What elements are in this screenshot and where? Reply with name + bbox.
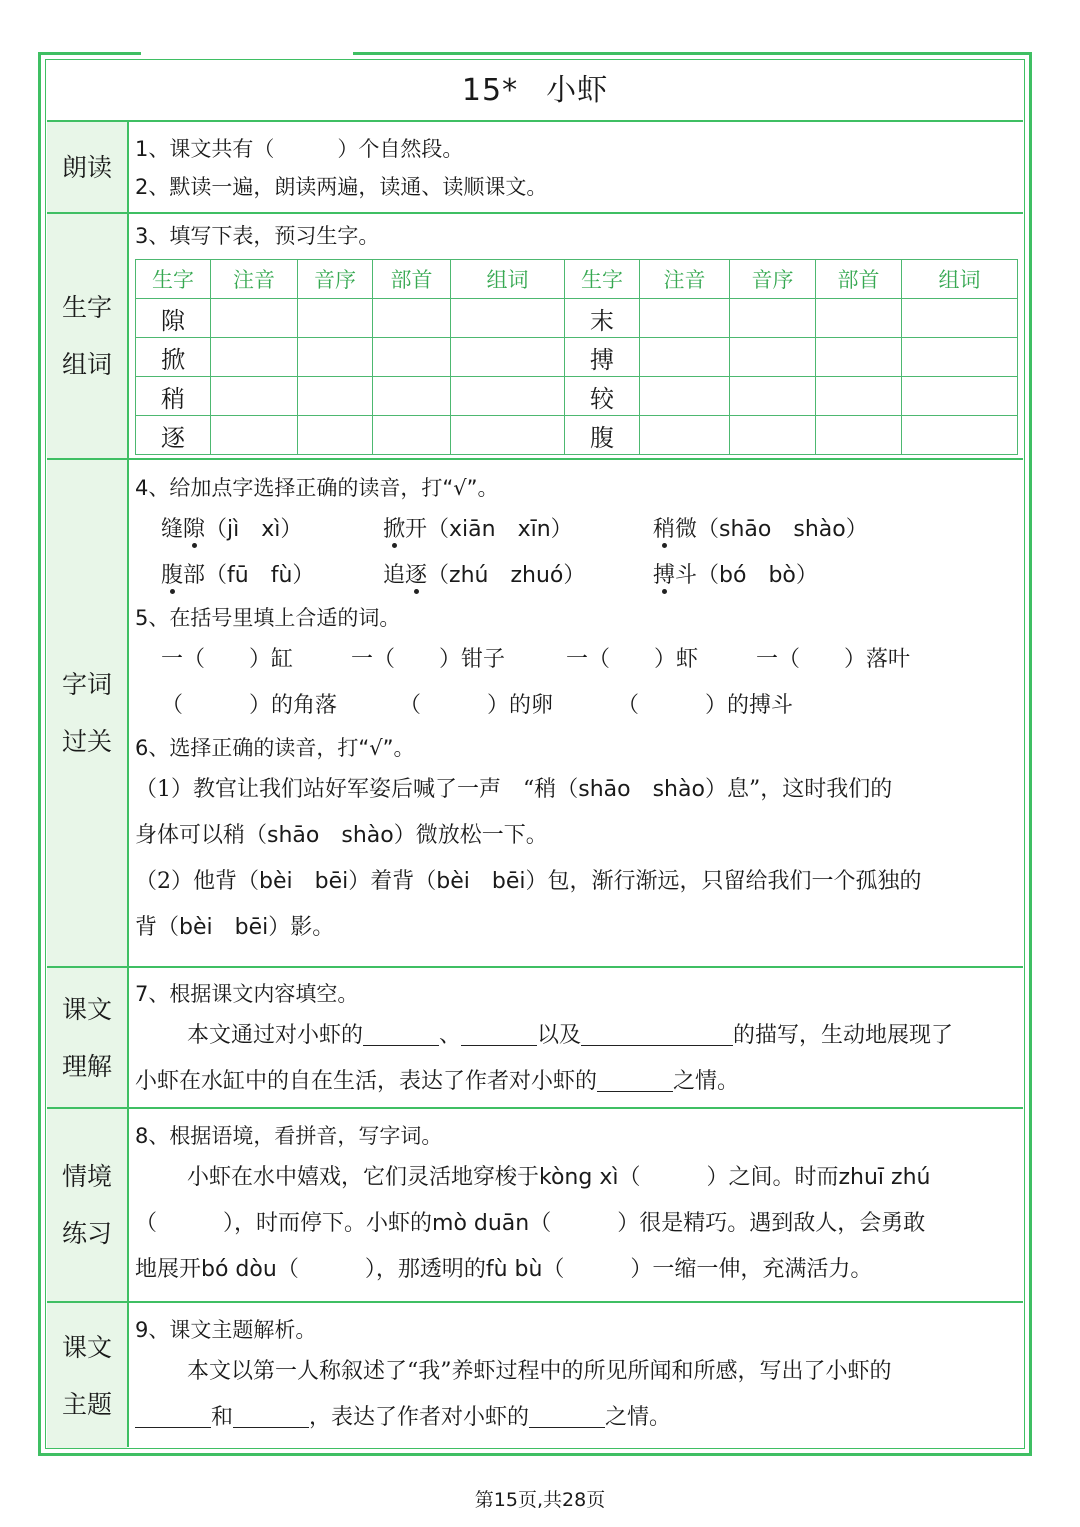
q5-item: 一（ ）缸 (161, 647, 294, 672)
table-row (136, 377, 1018, 416)
radical-cell[interactable] (373, 377, 451, 416)
q4-item: 稍微（shāo shào） (653, 517, 868, 542)
word-cell[interactable] (902, 377, 1018, 416)
q6-line-4: 背（bèi bēi）影。 (135, 915, 335, 940)
section-kewen (135, 975, 1015, 1105)
word-cell[interactable] (451, 416, 565, 455)
table-header: 音序 (730, 260, 816, 299)
question-4: 4、给加点字选择正确的读音，打“√”。 (135, 476, 499, 500)
radical-cell[interactable] (373, 338, 451, 377)
initial-cell[interactable] (730, 338, 816, 377)
table-header: 组词 (451, 260, 565, 299)
column-divider (127, 120, 129, 1447)
question-5: 5、在括号里填上合适的词。 (135, 606, 401, 630)
answer-blank[interactable] (233, 1399, 309, 1428)
table-row (136, 416, 1018, 455)
divider (47, 120, 1023, 122)
answer-blank[interactable] (363, 1017, 439, 1046)
section-label-zici: 字词 过关 (47, 460, 127, 966)
radical-cell[interactable] (816, 377, 902, 416)
question-9: 9、课文主题解析。 (135, 1318, 317, 1342)
q5-item: 一（ ）虾 (566, 647, 699, 672)
word-cell[interactable] (451, 338, 565, 377)
lesson-name: 小虾 (546, 73, 609, 108)
page-number: 第15页,共28页 (474, 1489, 606, 1511)
q6-line-2: 身体可以稍（shāo shào）微放松一下。 (135, 823, 548, 848)
char-cell: 较 (565, 377, 640, 416)
word-cell[interactable] (451, 377, 565, 416)
q4-item: 掀开（xiān xīn） (383, 517, 573, 542)
section-label-shengzi: 生字 组词 (47, 214, 127, 458)
answer-blank[interactable] (529, 1399, 605, 1428)
character-table (135, 259, 1018, 455)
section-label-kewen: 课文 理解 (47, 968, 127, 1107)
q7-line-1: 本文通过对小虾的 、 以及 的描写，生动地展现了 (135, 1013, 1015, 1059)
radical-cell[interactable] (816, 299, 902, 338)
pinyin-cell[interactable] (211, 338, 298, 377)
initial-cell[interactable] (298, 299, 373, 338)
pinyin-cell[interactable] (211, 299, 298, 338)
worksheet-frame (38, 52, 1032, 1456)
answer-blank[interactable] (597, 1063, 673, 1092)
pinyin-cell[interactable] (211, 416, 298, 455)
char-cell: 掀 (136, 338, 211, 377)
q5-item: 一（ ）钳子 (351, 647, 506, 672)
divider (47, 1107, 1023, 1109)
q8-line-1: 小虾在水中嬉戏，它们灵活地穿梭于kòng xì（ ）之间。时而zhuī zhú (187, 1165, 931, 1190)
question-8: 8、根据语境，看拼音，写字词。 (135, 1124, 443, 1148)
table-header: 生字 (136, 260, 211, 299)
char-cell: 隙 (136, 299, 211, 338)
q4-row-1 (135, 507, 1015, 553)
pinyin-cell[interactable] (640, 377, 730, 416)
radical-cell[interactable] (816, 416, 902, 455)
radical-cell[interactable] (816, 338, 902, 377)
divider (47, 212, 1023, 214)
section-qingjing (135, 1117, 1015, 1293)
table-header: 组词 (902, 260, 1018, 299)
table-header-row (136, 260, 1018, 299)
initial-cell[interactable] (298, 416, 373, 455)
initial-cell[interactable] (730, 377, 816, 416)
question-7: 7、根据课文内容填空。 (135, 982, 359, 1006)
table-header: 部首 (373, 260, 451, 299)
section-label-qingjing: 情境 练习 (47, 1109, 127, 1301)
section-label-langdu: 朗读 (47, 122, 127, 212)
pinyin-cell[interactable] (211, 377, 298, 416)
section-langdu (135, 130, 1015, 206)
table-header: 生字 (565, 260, 640, 299)
initial-cell[interactable] (730, 416, 816, 455)
q8-line-2: （ ），时而停下。小虾的mò duān（ ）很是精巧。遇到敌人，会勇敢 (135, 1211, 926, 1236)
char-cell: 稍 (136, 377, 211, 416)
q5-item: （ ）的搏斗 (617, 693, 794, 718)
section-label-zhuti: 课文 主题 (47, 1303, 127, 1448)
char-cell: 腹 (565, 416, 640, 455)
q4-item: 追逐（zhú zhuó） (383, 563, 586, 588)
page-title (41, 55, 1029, 120)
char-cell: 逐 (136, 416, 211, 455)
table-header: 音序 (298, 260, 373, 299)
initial-cell[interactable] (298, 338, 373, 377)
question-6: 6、选择正确的读音，打“√”。 (135, 736, 415, 760)
q4-item: 缝隙（jì xì） (161, 517, 303, 542)
divider (47, 1301, 1023, 1303)
radical-cell[interactable] (373, 416, 451, 455)
table-header: 注音 (211, 260, 298, 299)
q5-row-1 (135, 637, 1015, 683)
radical-cell[interactable] (373, 299, 451, 338)
question-2: 2、默读一遍，朗读两遍，读通、读顺课文。 (135, 175, 548, 199)
word-cell[interactable] (451, 299, 565, 338)
pinyin-cell[interactable] (640, 299, 730, 338)
q4-item: 腹部（fū fù） (161, 563, 315, 588)
q9-line-1: 本文以第一人称叙述了“我”养虾过程中的所见所闻和所感，写出了小虾的 (187, 1359, 892, 1384)
q5-row-2 (135, 683, 1015, 729)
q7-line-2: 小虾在水缸中的自在生活，表达了作者对小虾的 之情。 (135, 1059, 1015, 1105)
q5-item: 一（ ）落叶 (756, 647, 911, 672)
q4-row-2 (135, 553, 1015, 599)
lesson-number: 15* (461, 73, 519, 108)
word-cell[interactable] (902, 416, 1018, 455)
initial-cell[interactable] (298, 377, 373, 416)
char-cell: 搏 (565, 338, 640, 377)
table-header: 部首 (816, 260, 902, 299)
section-shengzi (135, 217, 1015, 455)
table-row (136, 338, 1018, 377)
divider (47, 458, 1023, 460)
section-zici (135, 469, 1015, 951)
word-cell[interactable] (902, 338, 1018, 377)
table-header: 注音 (640, 260, 730, 299)
answer-blank[interactable] (461, 1017, 537, 1046)
answer-blank[interactable] (581, 1017, 733, 1046)
q8-line-3: 地展开bó dòu（ ），那透明的fù bù（ ）一缩一伸，充满活力。 (135, 1257, 873, 1282)
q5-item: （ ）的卵 (399, 693, 554, 718)
question-1: 1、课文共有（ ）个自然段。 (135, 137, 464, 161)
initial-cell[interactable] (730, 299, 816, 338)
divider (47, 966, 1023, 968)
q4-item: 搏斗（bó bò） (653, 563, 818, 588)
word-cell[interactable] (902, 299, 1018, 338)
table-row (136, 299, 1018, 338)
section-zhuti (135, 1311, 1015, 1441)
char-cell: 末 (565, 299, 640, 338)
question-3: 3、填写下表，预习生字。 (135, 224, 380, 248)
answer-blank[interactable] (135, 1399, 211, 1428)
pinyin-cell[interactable] (640, 416, 730, 455)
q5-item: （ ）的角落 (161, 693, 338, 718)
pinyin-cell[interactable] (640, 338, 730, 377)
q6-line-1: （1）教官让我们站好军姿后喊了一声 “稍（shāo shào）息”，这时我们的 (135, 777, 893, 802)
q9-line-2: 和 ，表达了作者对小虾的 之情。 (135, 1395, 1015, 1441)
q6-line-3: （2）他背（bèi bēi）着背（bèi bēi）包，渐行渐远，只留给我们一个孤独的 (135, 869, 922, 894)
